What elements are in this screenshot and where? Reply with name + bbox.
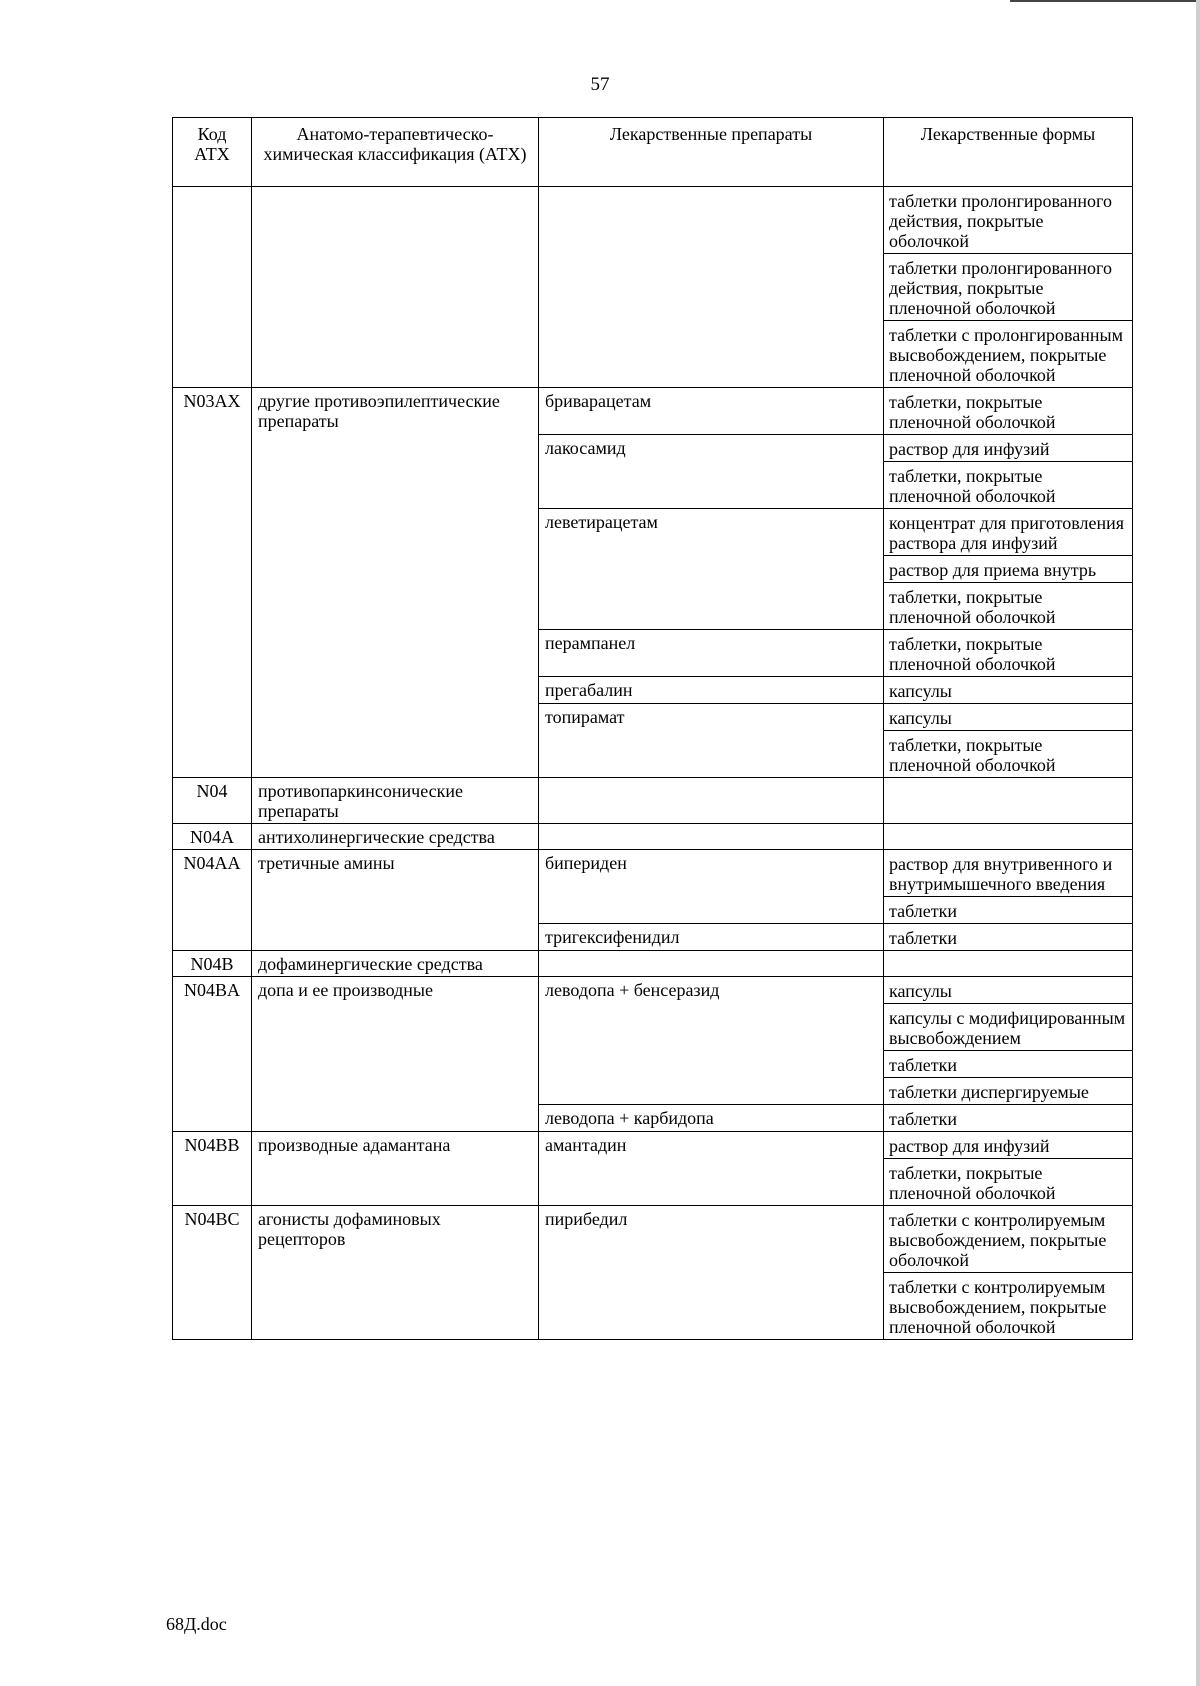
table-row <box>173 1206 1133 1340</box>
forms-cell-empty <box>884 951 1133 977</box>
page-number: 57 <box>590 74 610 95</box>
drug-name-cell: бриварацетам <box>539 388 884 435</box>
forms-cell <box>884 677 1133 704</box>
form-item: капсулы с модифицированным высвобождением <box>884 1004 1132 1051</box>
form-item: таблетки, покрытые пленочной оболочкой <box>889 587 1056 627</box>
drug-name-cell: тригексифенидил <box>539 924 884 951</box>
atc-classification-cell: противопаркинсонические препараты <box>252 778 539 824</box>
scan-border-right <box>1196 0 1200 1686</box>
atc-code-cell: N04BC <box>173 1206 252 1340</box>
forms-cell <box>884 630 1133 677</box>
atc-code-cell: N04BB <box>173 1132 252 1206</box>
forms-cell <box>884 704 1133 778</box>
atc-classification-cell: дофаминергические средства <box>252 951 539 977</box>
drug-name-cell: лакосамид <box>539 435 884 509</box>
scan-border-top <box>1010 0 1200 2</box>
forms-placeholder <box>884 778 1132 800</box>
atc-code-cell: N04BA <box>173 977 252 1132</box>
forms-cell <box>884 850 1133 924</box>
table-header-row <box>173 118 1133 187</box>
table-row <box>173 778 1133 824</box>
header-drugs: Лекарственные препараты <box>539 118 884 187</box>
drug-name-cell: леводопа + бенсеразид <box>539 977 884 1105</box>
form-item: таблетки с пролонгированным высвобождением, покрытые пленочной оболочкой <box>889 325 1124 385</box>
forms-cell <box>884 187 1133 388</box>
table-row <box>173 951 1133 977</box>
atc-code-cell: N03AX <box>173 388 252 778</box>
code-cell-empty <box>173 187 252 388</box>
table-row <box>173 1132 1133 1206</box>
header-forms: Лекарственные формы <box>884 118 1133 187</box>
form-item: таблетки с контролируемым высвобождением, покрытые пленочной оболочкой <box>889 1277 1107 1337</box>
classification-cell-empty <box>252 187 539 388</box>
atc-classification-cell: антихолинергические средства <box>252 824 539 850</box>
drug-cell-empty <box>539 187 884 388</box>
forms-cell <box>884 388 1133 435</box>
forms-cell-empty <box>884 824 1133 850</box>
form-item: раствор для приема внутрь <box>884 556 1132 583</box>
atc-code-cell: N04AA <box>173 850 252 951</box>
form-item: раствор для инфузий <box>884 435 1132 462</box>
drug-name-cell: перампанел <box>539 630 884 677</box>
atc-classification-cell: другие противоэпилептические препараты <box>252 388 539 778</box>
forms-cell <box>884 1105 1133 1132</box>
form-item: таблетки диспергируемые <box>889 1082 1089 1102</box>
forms-cell <box>884 924 1133 951</box>
drug-name-cell: топирамат <box>539 704 884 778</box>
form-item: таблетки <box>889 901 958 921</box>
form-item: таблетки пролонгированного действия, покрытые оболочкой <box>884 187 1132 254</box>
document-filename: 68Д.doc <box>166 1614 227 1634</box>
forms-cell <box>884 1132 1133 1206</box>
table-row <box>173 977 1133 1105</box>
drug-name-cell: бипериден <box>539 850 884 924</box>
table-body <box>173 187 1133 1340</box>
forms-cell <box>884 1206 1133 1340</box>
form-item: таблетки <box>884 1051 1132 1078</box>
drug-cell-empty <box>539 951 884 977</box>
forms-cell <box>884 977 1133 1105</box>
atc-classification-cell: производные адамантана <box>252 1132 539 1206</box>
form-item: капсулы <box>884 704 1132 731</box>
form-item: концентрат для приготовления раствора для инфузий <box>884 509 1132 556</box>
atc-code-cell: N04A <box>173 824 252 850</box>
drug-cell-empty <box>539 778 884 824</box>
form-item: таблетки <box>889 928 958 948</box>
form-item: таблетки, покрытые пленочной оболочкой <box>889 466 1056 506</box>
table-row <box>173 850 1133 924</box>
form-item: таблетки <box>889 1109 958 1129</box>
drug-name-cell: прегабалин <box>539 677 884 704</box>
atc-drug-table <box>172 117 1133 1340</box>
form-item: таблетки, покрытые пленочной оболочкой <box>889 1163 1056 1203</box>
form-item: капсулы <box>884 977 1132 1004</box>
form-item: таблетки, покрытые пленочной оболочкой <box>889 392 1056 432</box>
drug-name-cell: пирибедил <box>539 1206 884 1340</box>
atc-code-cell: N04B <box>173 951 252 977</box>
table-row <box>173 824 1133 850</box>
drug-name-cell: леводопа + карбидопа <box>539 1105 884 1132</box>
forms-placeholder <box>884 951 1132 973</box>
continuation-row <box>173 187 1133 388</box>
form-item: капсулы <box>889 681 952 701</box>
header-code: Код АТХ <box>173 118 252 187</box>
form-item: раствор для инфузий <box>884 1132 1132 1159</box>
form-item: раствор для внутривенного и внутримышечного введения <box>884 850 1132 897</box>
drug-name-cell: леветирацетам <box>539 509 884 630</box>
form-item: таблетки, покрытые пленочной оболочкой <box>889 634 1056 674</box>
drug-name-cell: амантадин <box>539 1132 884 1206</box>
drug-cell-empty <box>539 824 884 850</box>
atc-code-cell: N04 <box>173 778 252 824</box>
atc-classification-cell: третичные амины <box>252 850 539 951</box>
table-row <box>173 388 1133 435</box>
forms-cell <box>884 509 1133 630</box>
forms-placeholder <box>884 824 1132 846</box>
header-classification: Анатомо-терапевтическо-химическая классификация (АТХ) <box>252 118 539 187</box>
forms-cell <box>884 435 1133 509</box>
forms-cell-empty <box>884 778 1133 824</box>
atc-classification-cell: допа и ее производные <box>252 977 539 1132</box>
form-item: таблетки пролонгированного действия, покрытые пленочной оболочкой <box>884 254 1132 321</box>
atc-classification-cell: агонисты дофаминовых рецепторов <box>252 1206 539 1340</box>
form-item: таблетки, покрытые пленочной оболочкой <box>889 735 1056 775</box>
form-item: таблетки с контролируемым высвобождением, покрытые оболочкой <box>884 1206 1132 1273</box>
